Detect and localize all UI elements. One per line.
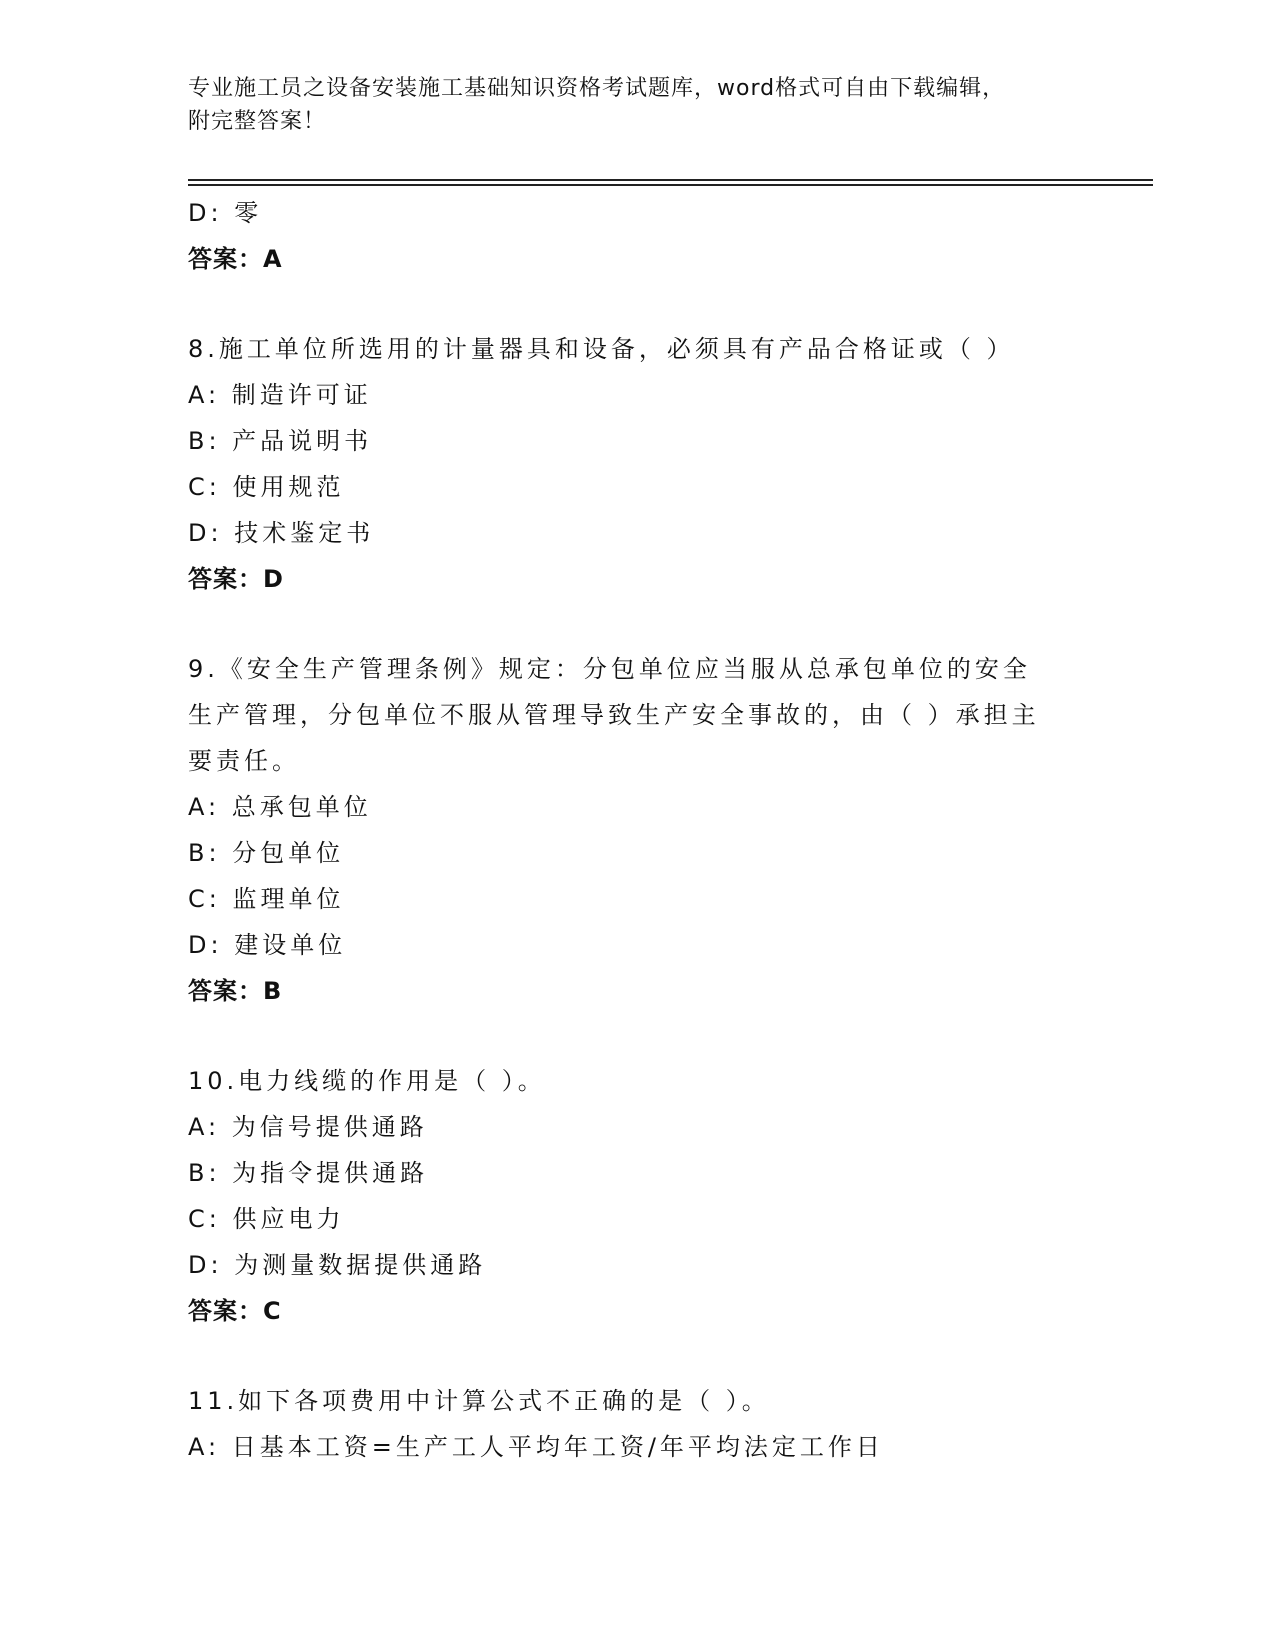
- question-8-option-c: C: 使用规范: [188, 473, 345, 501]
- question-10-answer: 答案：C: [188, 1297, 282, 1325]
- question-9-stem-line-2: 生产管理，分包单位不服从管理导致生产安全事故的，由（ ）承担主: [188, 701, 1040, 729]
- question-gap: [188, 282, 1088, 326]
- question-9-option-b: B: 分包单位: [188, 839, 345, 867]
- question-8-option-d: D: 技术鉴定书: [188, 519, 375, 547]
- question-gap: [188, 1014, 1088, 1058]
- question-8: [188, 326, 1088, 602]
- question-8-answer: 答案：D: [188, 565, 284, 593]
- question-11: [188, 1378, 1088, 1470]
- question-10-option-d: D: 为测量数据提供通路: [188, 1251, 487, 1279]
- question-8-option-b: B: 产品说明书: [188, 427, 373, 455]
- question-8-option-a: A: 制造许可证: [188, 381, 372, 409]
- question-10: [188, 1058, 1088, 1334]
- question-9-answer: 答案：B: [188, 977, 283, 1005]
- question-9: [188, 646, 1088, 1014]
- document-header: [188, 72, 1068, 138]
- header-divider-top: [188, 179, 1153, 181]
- question-9-option-a: A: 总承包单位: [188, 793, 372, 821]
- question-11-stem: 11.如下各项费用中计算公式不正确的是（ ）。: [188, 1387, 770, 1415]
- question-10-option-c: C: 供应电力: [188, 1205, 345, 1233]
- question-10-option-b: B: 为指令提供通路: [188, 1159, 429, 1187]
- question-11-option-a: A: 日基本工资=生产工人平均年工资/年平均法定工作日: [188, 1433, 884, 1461]
- question-gap: [188, 1334, 1088, 1378]
- prev-answer: 答案：A: [188, 245, 283, 273]
- question-9-option-c: C: 监理单位: [188, 885, 345, 913]
- header-line-2: 附完整答案！: [188, 109, 327, 134]
- question-gap: [188, 602, 1088, 646]
- question-9-option-d: D: 建设单位: [188, 931, 347, 959]
- question-9-stem-line-1: 9.《安全生产管理条例》规定：分包单位应当服从总承包单位的安全: [188, 655, 1031, 683]
- header-divider-bottom: [188, 184, 1153, 186]
- question-list: [188, 190, 1088, 1470]
- question-9-stem-line-3: 要责任。: [188, 747, 300, 775]
- question-8-stem: 8.施工单位所选用的计量器具和设备，必须具有产品合格证或（ ）: [188, 335, 1015, 363]
- prev-option-d: D: 零: [188, 199, 263, 227]
- question-10-option-a: A: 为信号提供通路: [188, 1113, 428, 1141]
- question-10-stem: 10.电力线缆的作用是（ ）。: [188, 1067, 546, 1095]
- header-line-1: 专业施工员之设备安装施工基础知识资格考试题库，word格式可自由下载编辑，: [188, 76, 1006, 101]
